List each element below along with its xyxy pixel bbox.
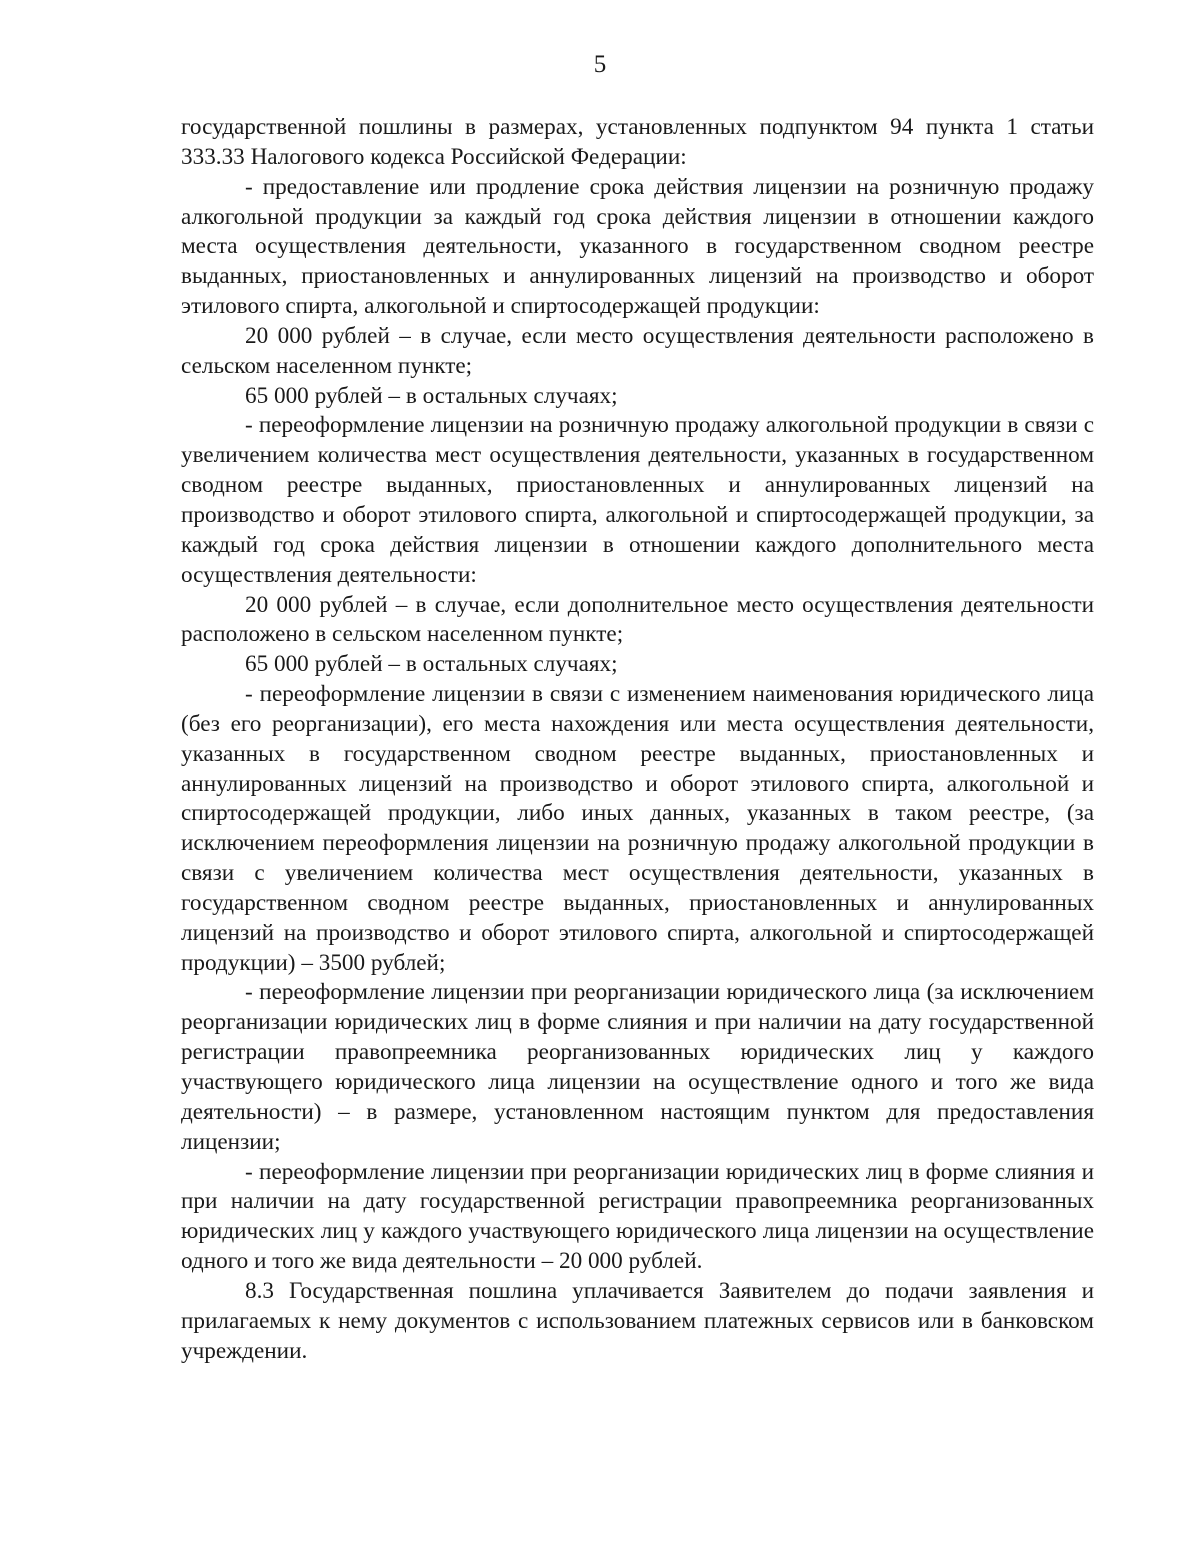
paragraph-continuation: государственной пошлины в размерах, установленных подпунктом 94 пункта 1 статьи 333.33 Налогового кодекса Российской Федерации:	[181, 114, 1094, 170]
document-body	[181, 113, 1094, 1366]
paragraph-reissue-additional-places: - переоформление лицензии на розничную продажу алкогольной продукции в связи с увеличением количества мест осуществления деятельности, указанных в государственном сводном реестре выданных, приостановленных и аннулированных лицензий на производство и оборот этилового спирта, алкогольной и спиртосодержащей продукции, за каждый год срока действия лицензии в отношении каждого дополнительного места осуществления деятельности:	[181, 412, 1094, 588]
paragraph-fee-other: 65 000 рублей – в остальных случаях;	[245, 382, 618, 409]
page-number: 5	[593, 51, 607, 78]
paragraph-fee-rural: 20 000 рублей – в случае, если место осуществления деятельности расположено в сельском населенном пункте;	[181, 322, 1094, 379]
paragraph-fee-other-additional: 65 000 рублей – в остальных случаях;	[245, 651, 618, 678]
paragraph-reissue-name-change: - переоформление лицензии в связи с изменением наименования юридического лица (без его реорганизации), его места нахождения или места осуществления деятельности, указанных в государственном сводном реестре выданных, приостановленных и аннулированных лицензий на производство и оборот этилового спирта, алкогольной и спиртосодержащей продукции, либо иных данных, указанных в таком реестре, (за исключением переоформления лицензии на розничную продажу алкогольной продукции в связи с увеличением количества мест осуществления деятельности, указанных в государственном сводном реестре выданных, приостановленных и аннулированных лицензий на производство и оборот этилового спирта, алкогольной и спиртосодержащей продукции) – 3500 рублей;	[181, 681, 1094, 976]
paragraph-reissue-reorganization: - переоформление лицензии при реорганизации юридического лица (за исключением реорганизации юридических лиц в форме слияния и при наличии на дату государственной регистрации правопреемника реорганизованных юридических лиц у каждого участвующего юридического лица лицензии на осуществление одного и того же вида деятельности) – в размере, установленном настоящим пунктом для предоставления лицензии;	[181, 979, 1094, 1155]
paragraph-reissue-merger: - переоформление лицензии при реорганизации юридических лиц в форме слияния и при наличии на дату государственной регистрации правопреемника реорганизованных юридических лиц у каждого участвующего юридического лица лицензии на осуществление одного и того же вида деятельности – 20 000 рублей.	[181, 1158, 1094, 1275]
paragraph-payment-procedure: 8.3 Государственная пошлина уплачивается Заявителем до подачи заявления и прилагаемых к нему документов с использованием платежных сервисов или в банковском учреждении.	[181, 1277, 1094, 1364]
paragraph-fee-rural-additional: 20 000 рублей – в случае, если дополнительное место осуществления деятельности расположено в сельском населенном пункте;	[181, 591, 1094, 648]
paragraph-license-issue: - предоставление или продление срока действия лицензии на розничную продажу алкогольной продукции за каждый год срока действия лицензии в отношении каждого места осуществления деятельности, указанного в государственном сводном реестре выданных, приостановленных и аннулированных лицензий на производство и оборот этилового спирта, алкогольной и спиртосодержащей продукции:	[181, 173, 1094, 320]
